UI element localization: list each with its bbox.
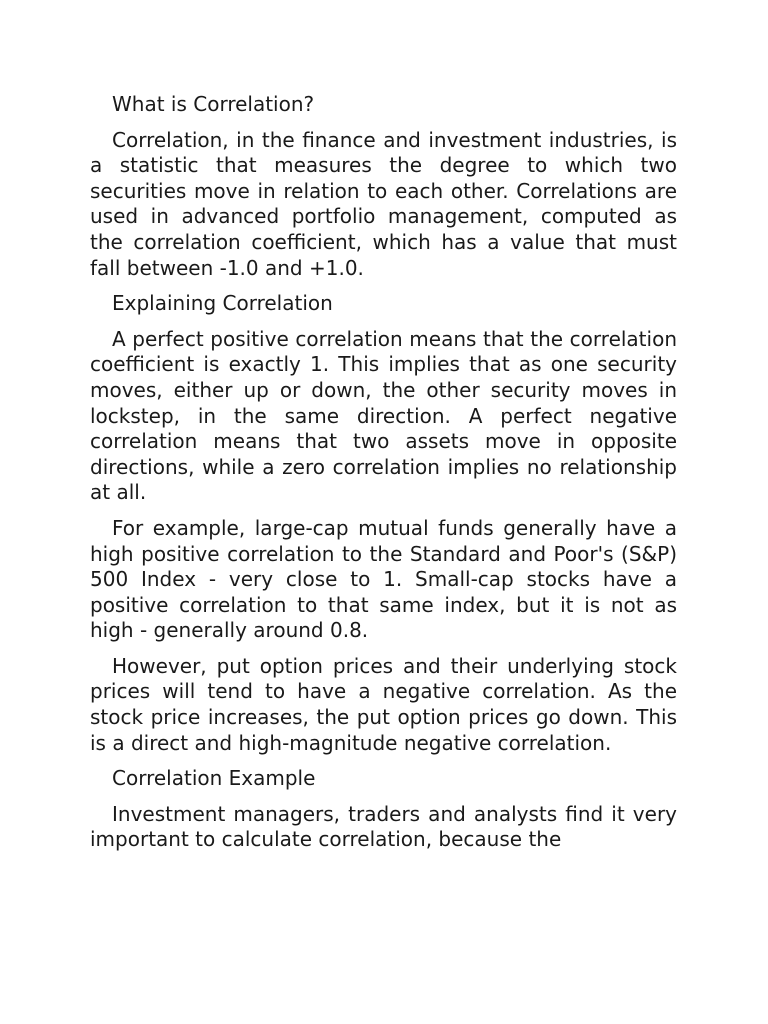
- paragraph-definition: Correlation, in the finance and investment industries, is a statistic that measures the degree to which two securities move in relation to each other. Correlations are used in advanced portfolio management, computed as the correlation coefficient, which has a value that must fall between -1.0 and +1.0.: [90, 127, 677, 280]
- paragraph-example-funds: For example, large-cap mutual funds generally have a high positive correlation to the Standard and Poor's (S&P) 500 Index - very close to 1. Small-cap stocks have a positive correlation to that same index, but it is not as high - generally around 0.8.: [90, 515, 677, 643]
- document-page: [90, 92, 677, 863]
- section-heading-what-is-correlation: What is Correlation?: [112, 92, 315, 116]
- section-heading-explaining-correlation: Explaining Correlation: [112, 291, 333, 316]
- paragraph-put-options: However, put option prices and their underlying stock prices will tend to have a negative correlation. As the stock price increases, the put option prices go down. This is a direct and high-magnitude negative correlation.: [90, 653, 677, 755]
- paragraph-investment-managers: Investment managers, traders and analysts find it very important to calculate correlation, because the: [90, 801, 677, 852]
- section-heading-correlation-example: Correlation Example: [112, 766, 316, 791]
- paragraph-perfect-correlation: A perfect positive correlation means that the correlation coefficient is exactly 1. This implies that as one security moves, either up or down, the other security moves in lockstep, in the same direction. A perfect negative correlation means that two assets move in opposite directions, while a zero correlation implies no relationship at all.: [90, 326, 677, 505]
